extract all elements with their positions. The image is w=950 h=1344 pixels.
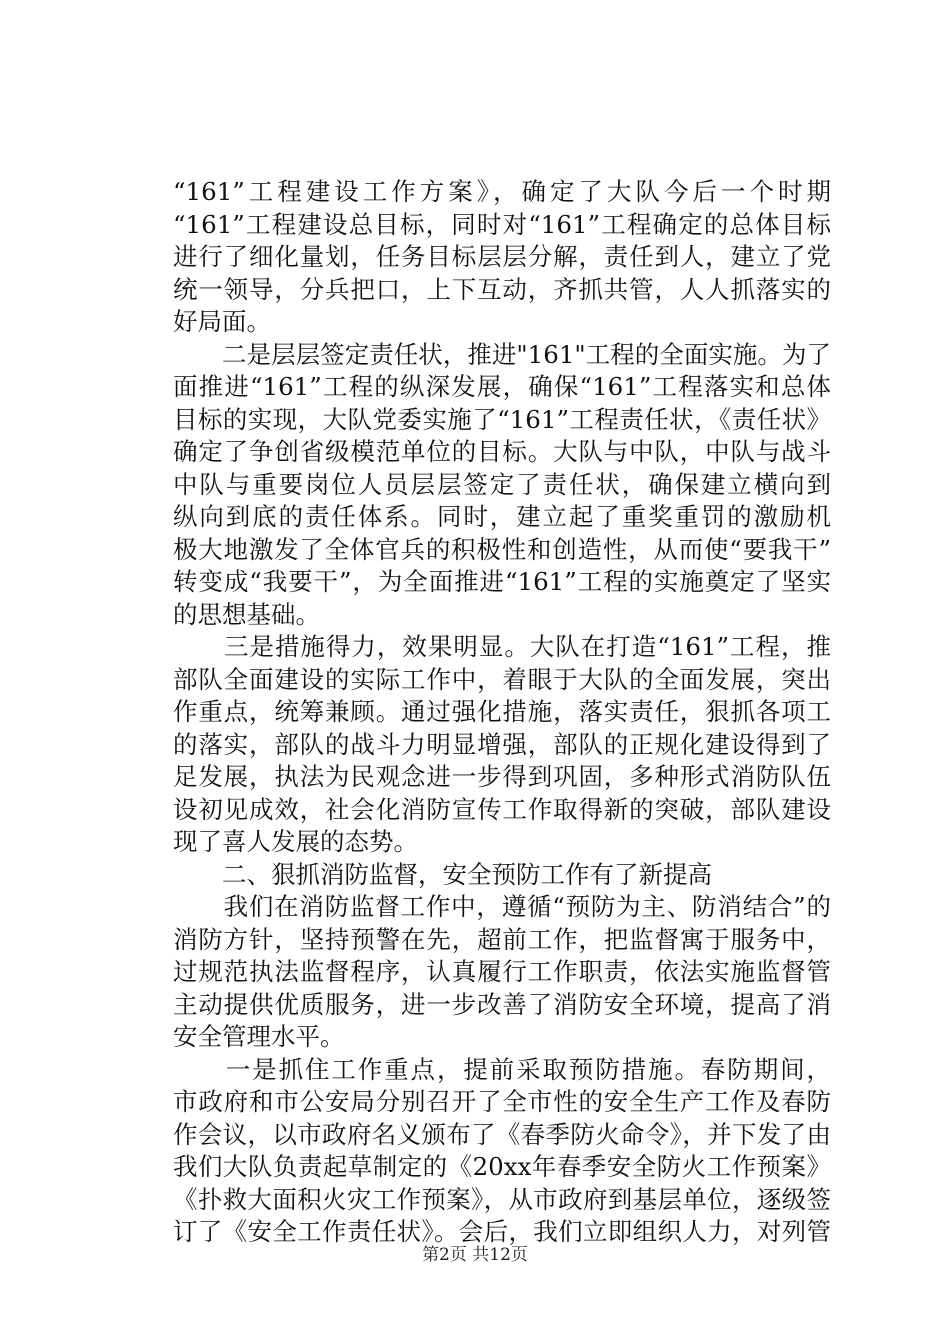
text-line: 作会议，以市政府名义颁布了《春季防火命令》，并下发了由 (173, 1119, 831, 1149)
text-line: 订了《安全工作责任状》。会后，我们立即组织人力，对列管 (173, 1217, 831, 1246)
text-line: 市政府和市公安局分别召开了全市性的安全生产工作及春防 (173, 1087, 831, 1116)
text-line: 我们在消防监督工作中，遵循“预防为主、防消结合”的 (173, 892, 831, 921)
text-line: 纵向到底的责任体系。同时，建立起了重奖重罚的激励机 (173, 502, 831, 531)
text-line: 转变成“我要干”，为全面推进“161”工程的实施奠定了坚实 (173, 567, 831, 596)
text-line: “161”工程建设工作方案》，确定了大队今后一个时期 (173, 177, 831, 206)
text-line: 主动提供优质服务，进一步改善了消防安全环境，提高了消 (173, 989, 831, 1019)
text-line: 确定了争创省级模范单位的目标。大队与中队，中队与战斗 (173, 437, 831, 466)
text-line: 进行了细化量划，任务目标层层分解，责任到人，建立了党 (173, 242, 831, 271)
text-line: 设初见成效，社会化消防宣传工作取得新的突破，部队建设 (173, 794, 831, 824)
text-line: 目标的实现，大队党委实施了“161”工程责任状，《责任状》 (173, 404, 831, 434)
document-body (173, 176, 831, 1249)
text-line: 现了喜人发展的态势。 (173, 827, 418, 856)
text-line: 安全管理水平。 (173, 1022, 345, 1051)
page-footer: 第2页 共12页 (422, 1245, 528, 1265)
text-line: 作重点，统筹兼顾。通过强化措施，落实责任，狠抓各项工 (173, 697, 831, 726)
text-line: 《扑救大面积火灾工作预案》，从市政府到基层单位，逐级签 (173, 1184, 831, 1214)
text-line: 的落实，部队的战斗力明显增强，部队的正规化建设得到了 (173, 729, 831, 759)
text-line: 面推进“161”工程的纵深发展，确保“161”工程落实和总体 (173, 372, 831, 401)
text-line: 一是抓住工作重点，提前采取预防措施。春防期间， (225, 1054, 831, 1084)
text-line: 二是层层签定责任状，推进"161"工程的全面实施。为了 (222, 339, 831, 369)
text-line: 足发展，执法为民观念进一步得到巩固，多种形式消防队伍 (173, 762, 831, 791)
text-line: 好局面。 (173, 307, 271, 336)
text-line: 中队与重要岗位人员层层签定了责任状，确保建立横向到 (173, 469, 831, 499)
text-line: 我们大队负责起草制定的《20xx年春季安全防火工作预案》 (173, 1152, 831, 1181)
text-line: 消防方针，坚持预警在先，超前工作，把监督寓于服务中， (173, 924, 831, 954)
text-line: “161”工程建设总目标，同时对“161”工程确定的总体目标 (173, 209, 831, 239)
text-line: 三是措施得力，效果明显。大队在打造“161”工程，推 (223, 632, 831, 661)
text-line: 的思想基础。 (173, 599, 320, 629)
text-line: 部队全面建设的实际工作中，着眼于大队的全面发展，突出 (173, 664, 831, 694)
text-line: 二、狠抓消防监督，安全预防工作有了新提高 (173, 859, 712, 889)
text-line: 过规范执法监督程序，认真履行工作职责，依法实施监督管 (173, 957, 831, 986)
text-line: 极大地激发了全体官兵的积极性和创造性，从而使“要我干” (173, 534, 831, 564)
text-line: 统一领导，分兵把口，上下互动，齐抓共管，人人抓落实的 (173, 274, 831, 304)
